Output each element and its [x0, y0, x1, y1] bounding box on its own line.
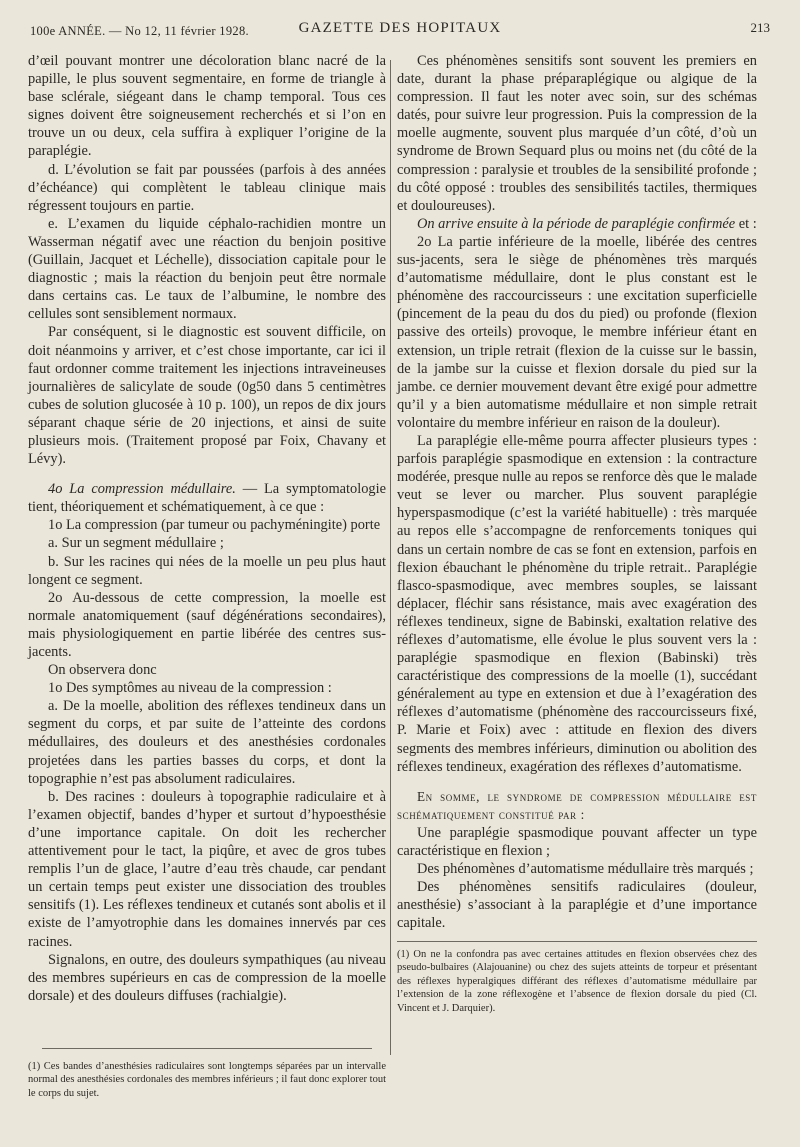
- right-paragraph: Ces phénomènes sensitifs sont souvent les premiers en date, durant la phase préparaplégique ou algique de la compression. Il faut les noter avec soin, sur des schémas datés, pour suivre leur progression. Puis la compression de la moelle augmente, souvent plus marquée d’un côté, d’où un syndrome de Brown Sequard plus ou moins net (du côté de la compression : paralysie et troubles de la sensibilité profonde ; du côté opposé : troubles des sensibilités tactiles, thermiques et douloureuses).: [397, 53, 757, 214]
- left-paragraph: On observera donc: [48, 662, 157, 679]
- right-paragraph: Des phénomènes d’automatisme médullaire très marqués ;: [417, 861, 754, 878]
- running-header: [30, 18, 770, 42]
- footnote-rule: [397, 941, 757, 942]
- footnote-rule: [42, 1048, 372, 1049]
- right-paragraph: La paraplégie elle-même pourra affecter plusieurs types : parfois paraplégie spasmodique en extension : la contracture modérée, presque nulle au repos se renforce dès que le malade veut se lever ou marcher. Plus souvent paraplégie hyperspasmodique (c’est la variété habituelle) : très marquée au repos elle s’accompagne de renforcements toniques qui dans un certain nombre de cas se font en extension, parfois en flexion ébauchant le phénomène du triple retrait.. Paraplégie flasco-spasmodique, avec membres souples, se laissant déplacer, fléchir sans résistance, mais avec exagération des réflexes tendineux, signe de Babinski, exaltation relative des réflexes d’automatisme, elle évolue le plus souvent vers la : paraplégie spasmodique en flexion (Babinski) très caractéristique des compressions de la moelle (1), succédant généralement au type en extension et due à l’exagération des réflexes d’automatisme (phénomène des raccourcisseurs fixé, P. Marie et Foix) avec : attitude en flexion des divers segments des membres inférieurs, diminution ou abolition des réflexes tendineux, exagération des réflexes d’automatisme.: [397, 432, 757, 775]
- left-paragraph: a. Sur un segment médullaire ;: [48, 535, 224, 552]
- right-paragraph: On arrive ensuite à la période de paraplégie confirmée et :: [417, 215, 757, 232]
- left-paragraph: 2o Au-dessous de cette compression, la moelle est normale anatomiquement (sauf dégénérations secondaires), mais physiologiquement en partie libérée des centres sus-jacents.: [28, 589, 386, 660]
- right-paragraph: Des phénomènes sensitifs radiculaires (douleur, anesthésie) s’associant à la paraplégie et d’une importance capitale.: [397, 879, 757, 932]
- page-number: 213: [750, 20, 770, 35]
- column-divider: [390, 60, 391, 1055]
- left-column: [28, 52, 386, 1005]
- left-paragraph: 1o Des symptômes au niveau de la compression :: [48, 680, 332, 697]
- left-paragraph: b. Des racines : douleurs à topographie radiculaire et à l’examen objectif, bandes d’hyper et surtout d’hypoesthésie d’une importance capitale. On doit les rechercher attentivement pour le tact, la piqûre, et avec de gros tubes remplis l’un de glace, l’autre d’eau très chaude, car pendant un certain temps peut exister une dissociation des troubles sensitifs (1). Les réflexes tendineux et cutanés sont abolis et il existe de l’amyotrophie dans les domaines innervés par ces racines.: [28, 788, 386, 950]
- left-footnote-block: [28, 1048, 386, 1111]
- left-paragraph: e. L’examen du liquide céphalo-rachidien montre un Wasserman négatif avec une réaction du benjoin positive (Guillain, Jacquet et Léchelle), dissociation capitale pour le diagnostic ; mais la réaction du benjoin peut être normale dans certains cas. Le taux de l’albumine, le nombre des cellules sont sensiblement normaux.: [28, 215, 386, 323]
- left-paragraph: a. De la moelle, abolition des réflexes tendineux dans un segment du corps, et par suite de l’atteinte des cordons médullaires, des douleurs et des anesthésies cordonales projetées dans les parties basses du corps, et dont la topographie n’est pas absolument radiculaires.: [28, 698, 386, 787]
- left-paragraph: b. Sur les racines qui nées de la moelle un peu plus haut longent ce segment.: [28, 553, 386, 588]
- footnote-left: (1) Ces bandes d’anesthésies radiculaires sont longtemps séparées par un intervalle normal des anesthésies cordonales des membres inférieurs ; il faut donc explorer tout le corps du sujet.: [28, 1060, 386, 1099]
- right-paragraph: En somme, le syndrome de compression médullaire est schématiquement constitué par :: [397, 788, 757, 822]
- left-paragraph: d’œil pouvant montrer une décoloration blanc nacré de la papille, le plus souvent segmentaire, en forme de triangle à base sclérale, siégeant dans le champ temporal. Tous ces signes doivent être soigneusement recherchés et si l’on en trouve un ou deux, cela suffira à expliquer l’origine de la paraplégie.: [28, 53, 386, 160]
- left-paragraph: 1o La compression (par tumeur ou pachyméningite) porte: [48, 517, 381, 534]
- left-paragraph: Signalons, en outre, des douleurs sympathiques (au niveau des membres supérieurs en cas de compression de la moelle dorsale) et des douleurs diffuses (rachialgie).: [28, 951, 386, 1004]
- left-paragraph: 4o La compression médullaire. — La symptomatologie tient, théoriquement et schématiquement, à ce que :: [28, 481, 386, 516]
- right-column: [397, 52, 757, 1015]
- right-paragraph: Une paraplégie spasmodique pouvant affecter un type caractéristique en flexion ;: [397, 824, 757, 860]
- right-paragraph: 2o La partie inférieure de la moelle, libérée des centres sus-jacents, sera le siège de phénomènes très marqués d’automatisme médullaire, dont le plus constant est le phénomène des raccourcisseurs : une excitation superficielle (pincement de la peau du dos du pied) ou profonde (flexion passive des orteils) provoque, le membre inférieur étant en extension, un triple retrait (flexion de la cuisse sur le bassin, de la jambe sur la cuisse et flexion dorsale du pied sur la jambe. ce dernier mouvement devant être exigé pour admettre qu’il y a bien automatisme médullaire et non simple retrait volontaire du membre inférieur en raison de la douleur).: [397, 233, 757, 431]
- left-paragraph: d. L’évolution se fait par poussées (parfois à des années d’échéance) qui complètent le tableau clinique mais régressent toujours en partie.: [28, 161, 386, 214]
- footnote-right: (1) On ne la confondra pas avec certaines attitudes en flexion observées chez des pseudo-bulbaires (Alajouanine) ou chez des sujets atteints de torpeur et présentant des réflexes hyperalgiques différant des réflexes d’automatisme médullaire par l’extension de la zone réflexogène et l’absence de flexion dorsale du pied (Cl. Vincent et J. Darquier).: [397, 948, 757, 1014]
- issue-line: 100e ANNÉE. — No 12, 11 février 1928.: [30, 24, 249, 38]
- journal-title: GAZETTE DES HOPITAUX: [298, 20, 502, 36]
- left-paragraph: Par conséquent, si le diagnostic est souvent difficile, on doit néanmoins y arriver, et c’est chose importante, car ici il faut ordonner comme traitement les injections intraveineuses journalières de salicylate de soude (0g50 dans 5 centimètres cubes de solution glucosée à 10 p. 100), un repos de dix jours séparant chaque série de 20 injections, et ainsi de suite plusieurs mois. (Traitement proposé par Foix, Chavany et Lévy).: [28, 324, 386, 468]
